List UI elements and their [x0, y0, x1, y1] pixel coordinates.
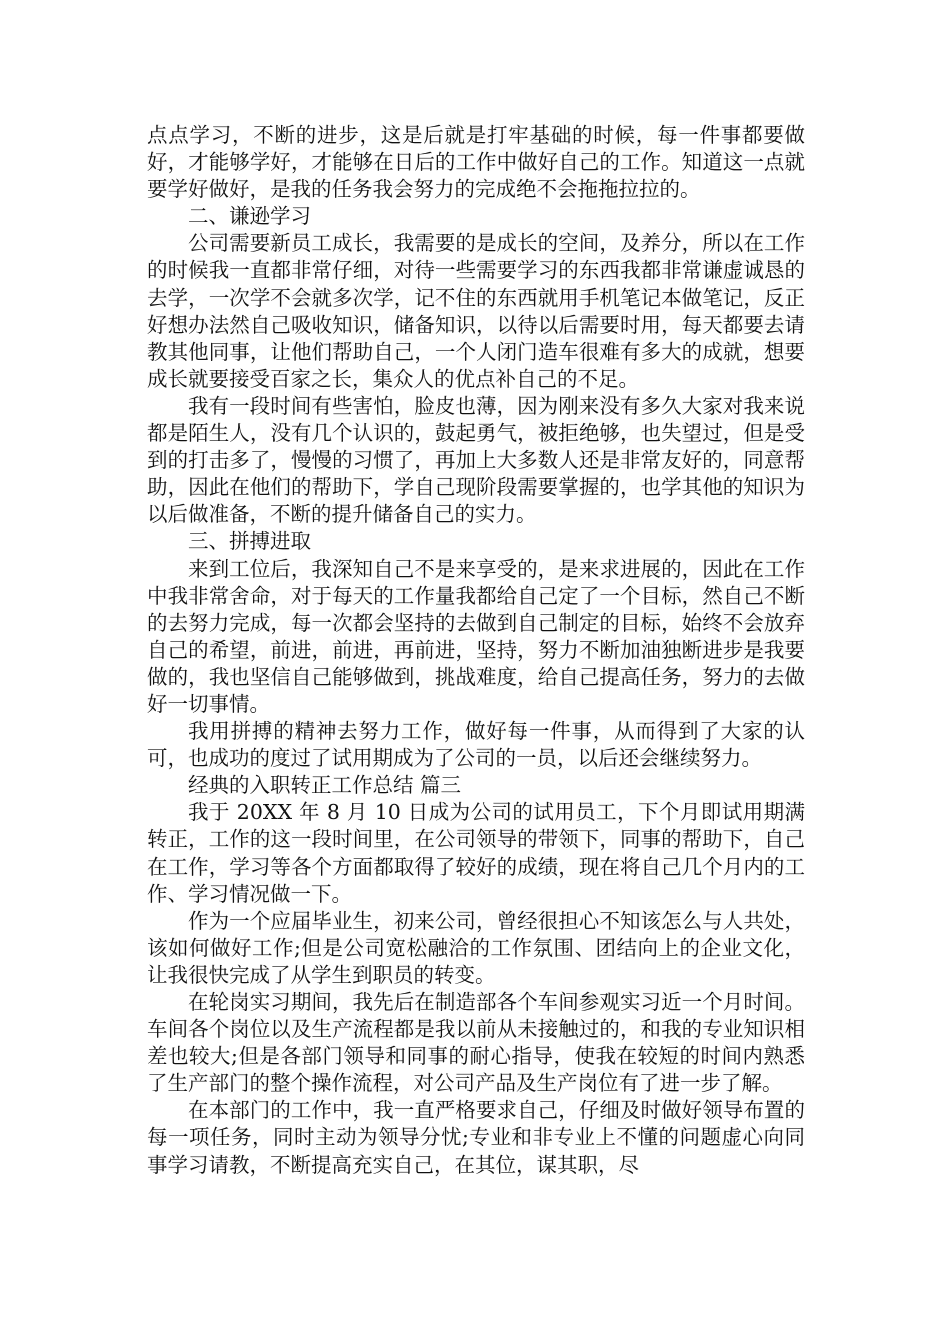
paragraph: 在本部门的工作中，我一直严格要求自己，仔细及时做好领导布置的每一项任务，同时主动为领导分忧;专业和非专业上不懂的问题虚心向同事学习请教，不断提高充实自己，在其位，谋其职，尽	[147, 1098, 805, 1177]
paragraph: 公司需要新员工成长，我需要的是成长的空间，及养分，所以在工作的时候我一直都非常仔细，对待一些需要学习的东西我都非常谦虚诚恳的去学，一次学不会就多次学，记不住的东西就用手机笔记本做笔记，反正好想办法然自己吸收知识，储备知识，以待以后需要时用，每天都要去请教其他同事，让他们帮助自己，一个人闭门造车很难有多大的成就，想要成长就要接受百家之长，集众人的优点补自己的不足。	[147, 231, 805, 391]
paragraph: 我于 20XX 年 8 月 10 日成为公司的试用员工，下个月即试用期满转正，工作的这一段时间里，在公司领导的带领下，同事的帮助下，自己在工作，学习等各个方面都取得了较好的成绩，现在将自己几个月内的工作、学习情况做一下。	[147, 800, 805, 906]
section-heading-humble-learning: 二、谦逊学习	[188, 204, 311, 229]
paragraph: 作为一个应届毕业生，初来公司，曾经很担心不知该怎么与人共处，该如何做好工作;但是公司宽松融洽的工作氛围、团结向上的企业文化，让我很快完成了从学生到职员的转变。	[147, 908, 805, 987]
paragraph: 我用拼搏的精神去努力工作，做好每一件事，从而得到了大家的认可，也成功的度过了试用期成为了公司的一员，以后还会继续努力。	[147, 719, 805, 771]
article-heading-part-three: 经典的入职转正工作总结 篇三	[188, 773, 462, 798]
paragraph: 在轮岗实习期间，我先后在制造部各个车间参观实习近一个月时间。车间各个岗位以及生产流程都是我以前从未接触过的，和我的专业知识相差也较大;但是各部门领导和同事的耐心指导，使我在较短的时间内熟悉了生产部门的整个操作流程，对公司产品及生产岗位有了进一步了解。	[147, 990, 805, 1096]
section-heading-striving: 三、拼搏进取	[188, 529, 311, 554]
paragraph: 我有一段时间有些害怕，脸皮也薄，因为刚来没有多久大家对我来说都是陌生人，没有几个认识的，鼓起勇气，被拒绝够，也失望过，但是受到的打击多了，慢慢的习惯了，再加上大多数人还是非常友好的，同意帮助，因此在他们的帮助下，学自己现阶段需要掌握的，也学其他的知识为以后做准备，不断的提升储备自己的实力。	[147, 393, 805, 527]
document-body	[147, 122, 805, 1179]
paragraph: 来到工位后，我深知自己不是来享受的，是来求进展的，因此在工作中我非常舍命，对于每天的工作量我都给自己定了一个目标，然自己不断的去努力完成，每一次都会坚持的去做到自己制定的目标，始终不会放弃自己的希望，前进，前进，再前进，坚持，努力不断加油独断进步是我要做的，我也坚信自己能够做到，挑战难度，给自己提高任务，努力的去做好一切事情。	[147, 556, 805, 716]
paragraph-continuation: 点点学习，不断的进步，这是后就是打牢基础的时候，每一件事都要做好，才能够学好，才能够在日后的工作中做好自己的工作。知道这一点就要学好做好，是我的任务我会努力的完成绝不会拖拖拉拉的。	[147, 123, 805, 202]
